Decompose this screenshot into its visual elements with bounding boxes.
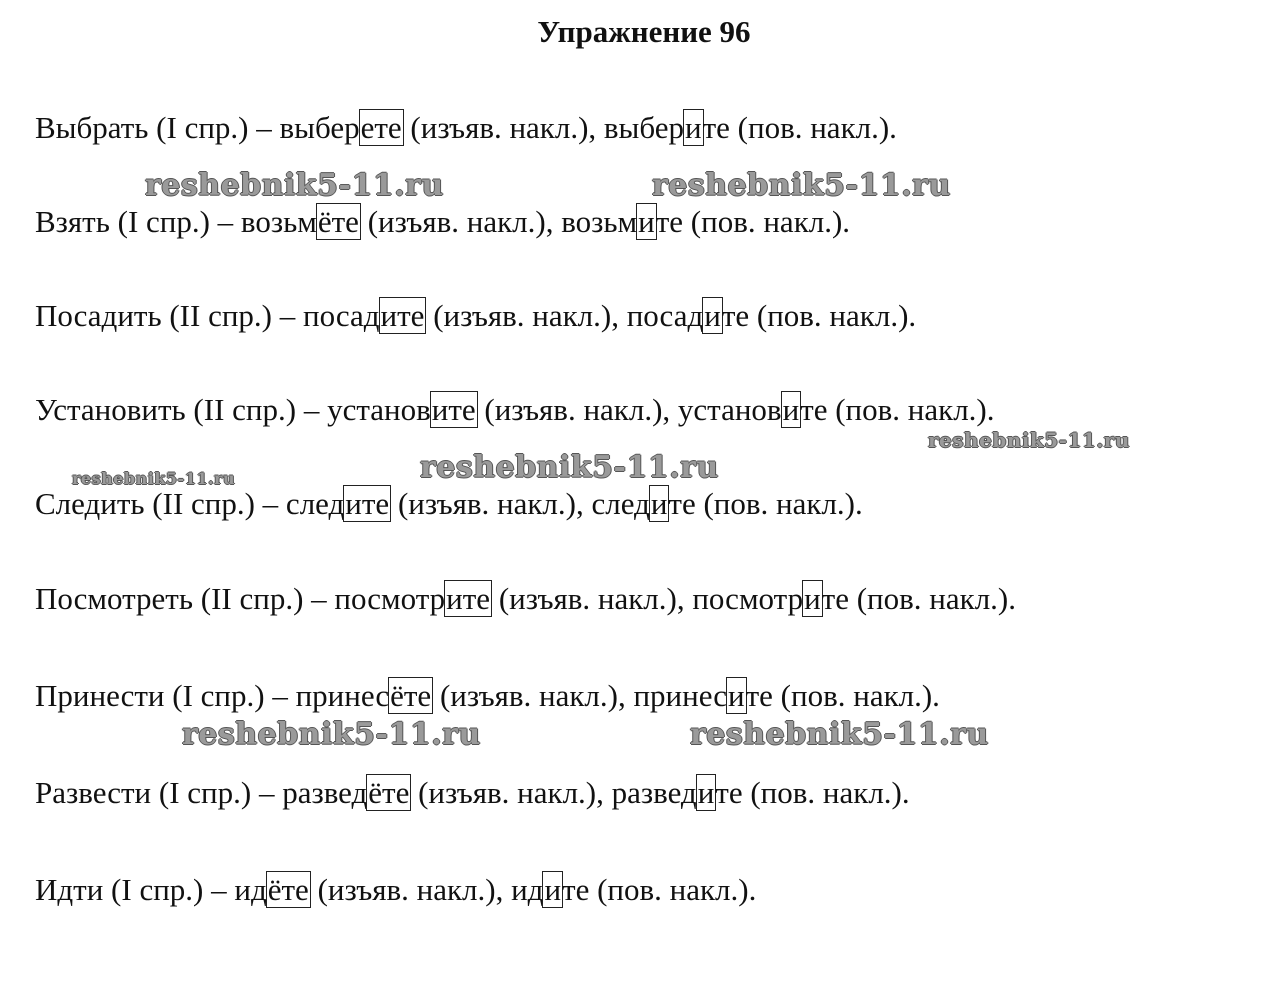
- suffix-box: и: [650, 486, 668, 521]
- ending-box: ите: [446, 581, 491, 616]
- ending-box: ёте: [267, 872, 309, 907]
- watermark: reshebnik5-11.ru: [928, 428, 1130, 452]
- ending-box: ёте: [390, 678, 432, 713]
- watermark: reshebnik5-11.ru: [690, 717, 989, 752]
- answer-line-4: Установить (II спр.) – установите (изъяв. накл.), установите (пов. накл.).: [35, 392, 995, 427]
- suffix-box: и: [704, 298, 721, 333]
- suffix-box: и: [804, 581, 821, 616]
- suffix-box: и: [728, 678, 745, 713]
- suffix-box: и: [697, 775, 715, 810]
- ending-box: ёте: [368, 775, 410, 810]
- watermark: reshebnik5-11.ru: [72, 469, 236, 488]
- ending-box: ите: [431, 392, 476, 427]
- answer-line-5: Следить (II спр.) – следите (изъяв. накл.), следите (пов. накл.).: [35, 486, 863, 521]
- ending-box: ете: [360, 110, 402, 145]
- suffix-box: и: [544, 872, 562, 907]
- answer-line-8: Развести (I спр.) – разведёте (изъяв. накл.), разведите (пов. накл.).: [35, 775, 910, 810]
- watermark: reshebnik5-11.ru: [652, 168, 951, 203]
- exercise-title: Упражнение 96: [537, 14, 751, 49]
- answer-line-7: Принести (I спр.) – принесёте (изъяв. накл.), принесите (пов. накл.).: [35, 678, 940, 713]
- answer-line-6: Посмотреть (II спр.) – посмотрите (изъяв. накл.), посмотрите (пов. накл.).: [35, 581, 1016, 616]
- answer-line-2: Взять (I спр.) – возьмёте (изъяв. накл.), возьмите (пов. накл.).: [35, 204, 851, 239]
- ending-box: ите: [380, 298, 425, 333]
- suffix-box: и: [638, 204, 655, 239]
- watermark: reshebnik5-11.ru: [182, 717, 481, 752]
- answer-line-9: Идти (I спр.) – идёте (изъяв. накл.), идите (пов. накл.).: [35, 872, 757, 907]
- ending-box: ёте: [317, 204, 359, 239]
- watermark: reshebnik5-11.ru: [420, 450, 719, 485]
- ending-box: ите: [345, 486, 390, 521]
- suffix-box: и: [685, 110, 702, 145]
- watermark: reshebnik5-11.ru: [145, 168, 444, 203]
- answer-line-1: Выбрать (I спр.) – выберете (изъяв. накл.), выберите (пов. накл.).: [35, 110, 897, 145]
- suffix-box: и: [782, 392, 800, 427]
- answer-line-3: Посадить (II спр.) – посадите (изъяв. накл.), посадите (пов. накл.).: [35, 298, 917, 333]
